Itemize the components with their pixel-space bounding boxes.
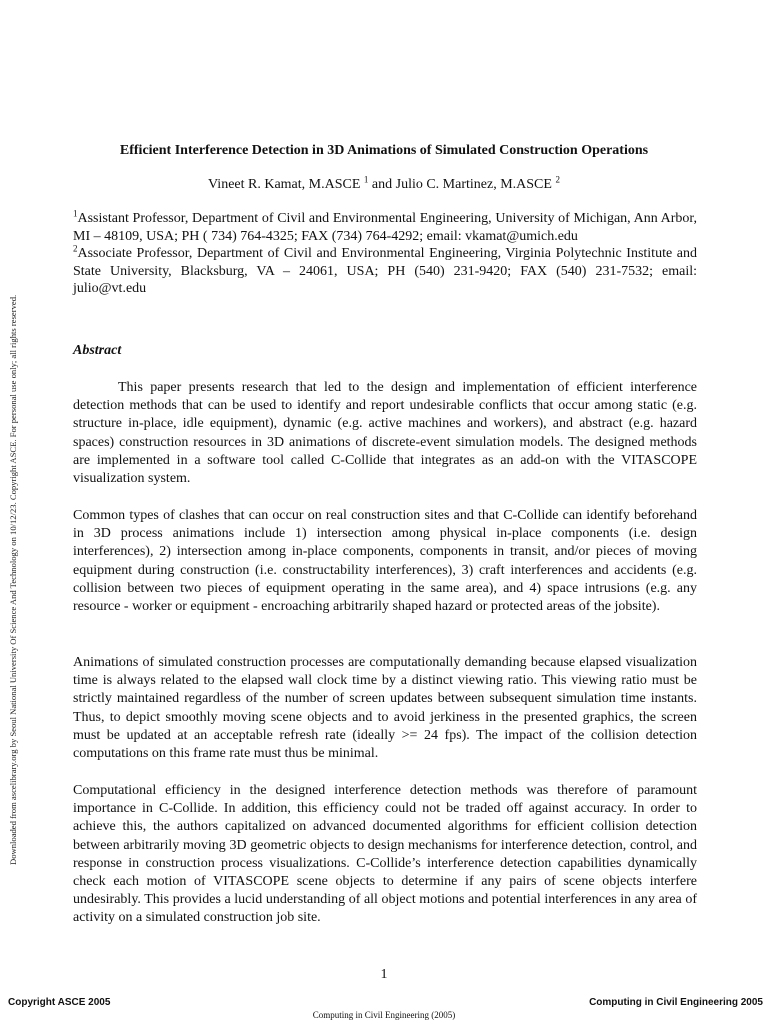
abstract-paragraph-4: Computational efficiency in the designed interference detection methods was therefore of paramount importance in C-Collide. In addition, this efficiency could not be traded off against accuracy. In order to achieve this, the authors capitalized on advanced documented algorithms for efficient collision detection between arbitrarily moving 3D geometric objects to design mechanisms for interference detection, control, and response in construction process visualizations. C-Collide’s interference detection capabilities dynamically check each motion of VITASCOPE scene objects to determine if any pairs of scene objects interfere undesirably. This provides a lucid understanding of all object motions and potential interferences in any area of activity on a simulated construction job site. [73, 783, 697, 926]
author-1: Vineet R. Kamat, M.ASCE [208, 177, 361, 192]
abstract-paragraph-2: Common types of clashes that can occur on real construction sites and that C-Collide can identify beforehand in 3D process animations include 1) intersection among physical in-place components (i.e. design interferences), 2) intersection among in-place components, components in transit, and/or pieces of moving equipment during construction (i.e. constructability interferences), 3) craft interferences and accidents (e.g. collision between two pieces of equipment operating in the same area), and 4) space intrusions (e.g. any resource - worker or equipment - encroaching arbitrarily shaped hazard or protected areas of the jobsite). [73, 508, 697, 615]
affiliations [73, 210, 697, 298]
abstract-paragraph-1: This paper presents research that led to the design and implementation of efficient interference detection methods that can be used to identify and report undesirable conflicts that occur among static (e.g. structure in-place, idle equipment), dynamic (e.g. active machines and workers), and abstract (e.g. hazard spaces) construction resources in 3D animations of discrete-event simulation models. The designed methods are implemented in a software tool called C-Collide that integrates as an add-on with the VITASCOPE visualization system. [73, 380, 697, 487]
author-2-mark: 2 [555, 174, 560, 185]
affiliation-1-text: Assistant Professor, Department of Civil and Environmental Engineering, University of Michigan, Ann Arbor, MI – 48109, USA; PH ( 734) 764-4325; FAX (734) 764-4292; email: vkamat@umich.edu [73, 211, 697, 244]
affiliation-2 [73, 245, 697, 298]
abstract-paragraph-3: Animations of simulated construction processes are computationally demanding because elapsed visualization time is always related to the elapsed wall clock time by a distinct viewing ratio. This viewing ratio must be strictly maintained regardless of the number of screen updates between subsequent simulation time instants. Thus, to depict smoothly moving scene objects and to avoid jerkiness in the presented graphics, the screen must be updated at an acceptable refresh rate (ideally >= 24 fps). The impact of the collision detection computations on this frame rate must thus be minimal. [73, 655, 697, 762]
author-joiner: and Julio C. Martinez, M.ASCE [371, 177, 552, 192]
author-1-mark: 1 [363, 174, 369, 185]
author-line [0, 174, 768, 193]
paper-title: Efficient Interference Detection in 3D Animations of Simulated Construction Operations [119, 143, 649, 158]
affiliation-1-mark: 1 [73, 208, 78, 219]
affiliation-2-mark: 2 [73, 243, 78, 254]
page-number: 1 [380, 967, 388, 982]
affiliation-2-text: Associate Professor, Department of Civil and Environmental Engineering, Virginia Polytechnic Institute and State University, Blacksburg, VA – 24061, USA; PH (540) 231-9420; FAX (540) 231-7532; email: julio@vt.edu [73, 246, 697, 296]
footer-citation: Computing in Civil Engineering (2005) [312, 1010, 456, 1020]
footer-copyright: Copyright ASCE 2005 [8, 997, 111, 1008]
footer-proceedings: Computing in Civil Engineering 2005 [589, 997, 763, 1008]
abstract-heading: Abstract [73, 343, 122, 358]
download-notice: Downloaded from ascelibrary.org by Seoul National University Of Science And Technology on 10/12/23. Copyright ASCE. For personal use only; all rights reserved. [8, 294, 18, 865]
affiliation-1 [73, 210, 697, 245]
